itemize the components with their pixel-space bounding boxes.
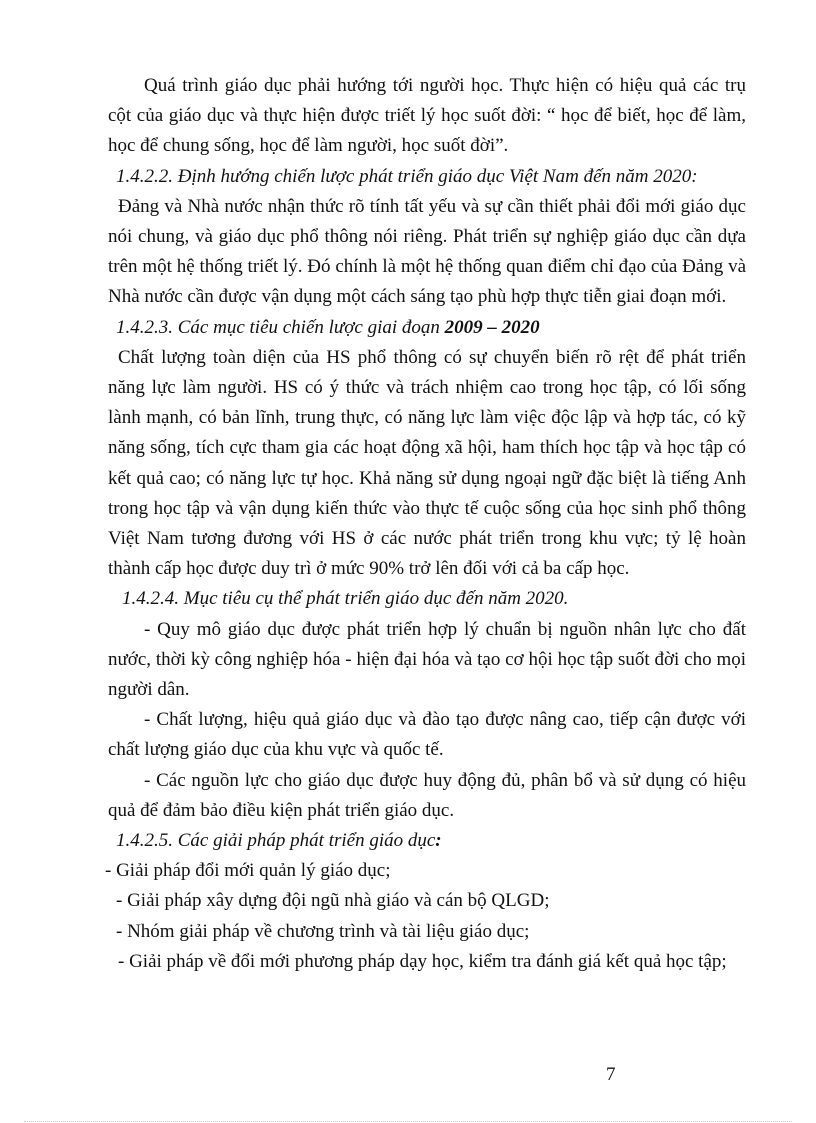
heading-text: 1.4.2.3. Các mục tiêu chiến lược giai đoạn [116,316,445,338]
section-heading-1-4-2-5 [108,826,746,856]
section-paragraph-1-4-2-3: Chất lượng toàn diện của HS phổ thông có sự chuyển biến rõ rệt để phát triển năng lực làm người. HS có ý thức và trách nhiệm cao trong học tập, có lối sống lành mạnh, có bản lĩnh, trung thực, có năng lực làm việc độc lập và hợp tác, có kỹ năng sống, tích cực tham gia các hoạt động xã hội, ham thích học tập và học tập có kết quả cao; có năng lực tự học. Khả năng sử dụng ngoại ngữ đặc biệt là tiếng Anh trong học tập và vận dụng kiến thức vào thực tế cuộc sống của học sinh phổ thông Việt Nam tương đương với HS ở các nước phát triển trong khu vực; tỷ lệ hoàn thành cấp học được duy trì ở mức 90% trở lên đối với cả ba cấp học. [108,346,746,580]
page-body [105,71,746,977]
list-item: - Chất lượng, hiệu quả giáo dục và đào tạo được nâng cao, tiếp cận được với chất lượng giáo dục của khu vực và quốc tế. [108,709,746,761]
section-paragraph-1-4-2-2: Đảng và Nhà nước nhận thức rõ tính tất yếu và sự cần thiết phải đổi mới giáo dục nói chung, và giáo dục phổ thông nói riêng. Phát triển sự nghiệp giáo dục cần dựa trên một hệ thống triết lý. Đó chính là một hệ thống quan điểm chỉ đạo của Đảng và Nhà nước cần được vận dụng một cách sáng tạo phù hợp thực tiễn giai đoạn mới. [108,195,746,308]
section-heading-1-4-2-4: 1.4.2.4. Mục tiêu cụ thể phát triển giáo dục đến năm 2020. [122,588,569,610]
intro-paragraph: Quá trình giáo dục phải hướng tới người học. Thực hiện có hiệu quả các trụ cột của giáo dục và thực hiện được triết lý học suốt đời: “ học để biết, học để làm, học để chung sống, học để làm người, học suốt đời”. [108,75,746,157]
heading-years: 2009 – 2020 [444,316,540,338]
list-item: - Quy mô giáo dục được phát triển hợp lý chuẩn bị nguồn nhân lực cho đất nước, thời kỳ công nghiệp hóa - hiện đại hóa và tạo cơ hội học tập suốt đời cho mọi người dân. [108,618,746,701]
list-item: - Giải pháp đổi mới quản lý giáo dục; [105,860,391,882]
heading-text: 1.4.2.5. Các giải pháp phát triển giáo dục [116,830,436,852]
footer-divider [24,1121,792,1122]
heading-colon: : [435,830,442,852]
list-item: - Các nguồn lực cho giáo dục được huy động đủ, phân bổ và sử dụng có hiệu quả để đảm bảo điều kiện phát triển giáo dục. [108,769,746,821]
section-heading-1-4-2-2: 1.4.2.2. Định hướng chiến lược phát triển giáo dục Việt Nam đến năm 2020: [116,165,698,187]
page-number: 7 [606,1064,616,1085]
list-item: - Giải pháp xây dựng đội ngũ nhà giáo và cán bộ QLGD; [116,890,550,912]
list-item: - Nhóm giải pháp về chương trình và tài liệu giáo dục; [116,920,530,942]
list-item: - Giải pháp về đổi mới phương pháp dạy học, kiểm tra đánh giá kết quả học tập; [118,950,727,972]
section-heading-1-4-2-3 [108,313,746,343]
